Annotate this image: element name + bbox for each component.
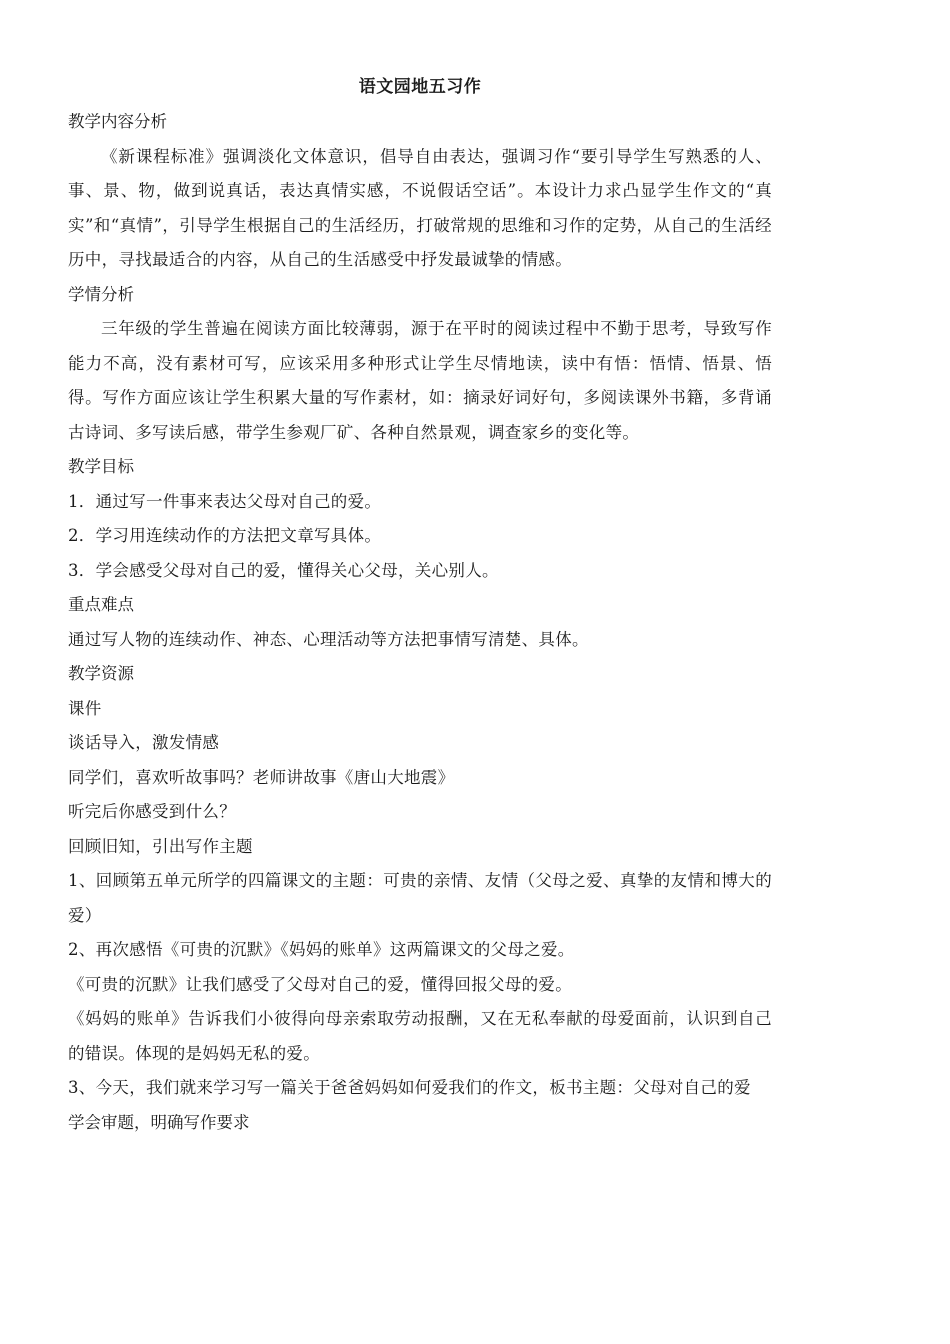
paragraph: 通过写人物的连续动作、神态、心理活动等方法把事情写清楚、具体。 [68,629,589,649]
paragraph: 三年级的学生普遍在阅读方面比较薄弱，源于在平时的阅读过程中不勤于思考，导致写作能力不高，没有素材可写，应该采用多种形式让学生尽情地读，读中有悟：悟情、悟景、悟得。写作方面应该让学生积累大量的写作素材，如：摘录好词好句，多阅读课外书籍，多背诵古诗词、多写读后感，带学生参观厂矿、各种自然景观，调查家乡的变化等。 [68,319,772,442]
section-heading: 学情分析 [68,284,134,304]
section-heading: 重点难点 [68,595,134,614]
section-heading: 教学目标 [68,457,134,476]
paragraph: 1．通过写一件事来表达父母对自己的爱。 [68,491,382,511]
paragraph: 同学们，喜欢听故事吗？老师讲故事《唐山大地震》 [68,767,455,787]
paragraph: 课件 [68,698,102,718]
paragraph: 《可贵的沉默》让我们感受了父母对自己的爱，懂得回报父母的爱。 [68,974,572,994]
paragraph: 2．学习用连续动作的方法把文章写具体。 [68,526,382,545]
section-heading: 教学资源 [68,664,134,683]
section-heading: 教学内容分析 [68,112,167,131]
paragraph: 3．学会感受父母对自己的爱，懂得关心父母，关心别人。 [68,560,499,580]
paragraph: 《新课程标准》强调淡化文体意识，倡导自由表达，强调习作“要引导学生写熟悉的人、事、景、物，做到说真话，表达真情实感，不说假话空话”。本设计力求凸显学生作文的“真实”和“真情”，引导学生根据自己的生活经历，打破常规的思维和习作的定势，从自己的生活经历中，寻找最适合的内容，从自己的生活感受中抒发最诚挚的情感。 [68,146,772,269]
paragraph: 《妈妈的账单》告诉我们小彼得向母亲索取劳动报酬，又在无私奉献的母爱面前，认识到自己的错误。体现的是妈妈无私的爱。 [68,1009,772,1063]
paragraph: 3、今天，我们就来学习写一篇关于爸爸妈妈如何爱我们的作文，板书主题：父母对自己的爱 [68,1078,751,1097]
document-body [68,105,772,1140]
paragraph: 回顾旧知，引出写作主题 [68,836,253,856]
paragraph: 1、回顾第五单元所学的四篇课文的主题：可贵的亲情、友情（父母之爱、真挚的友情和博大的爱） [68,871,772,925]
document-title: 语文园地五习作 [358,77,482,97]
section-heading: 学会审题，明确写作要求 [68,1112,250,1132]
paragraph: 2、再次感悟《可贵的沉默》《妈妈的账单》这两篇课文的父母之爱。 [68,940,575,959]
paragraph: 谈话导入，激发情感 [68,733,220,752]
paragraph: 听完后你感受到什么？ [68,802,236,821]
